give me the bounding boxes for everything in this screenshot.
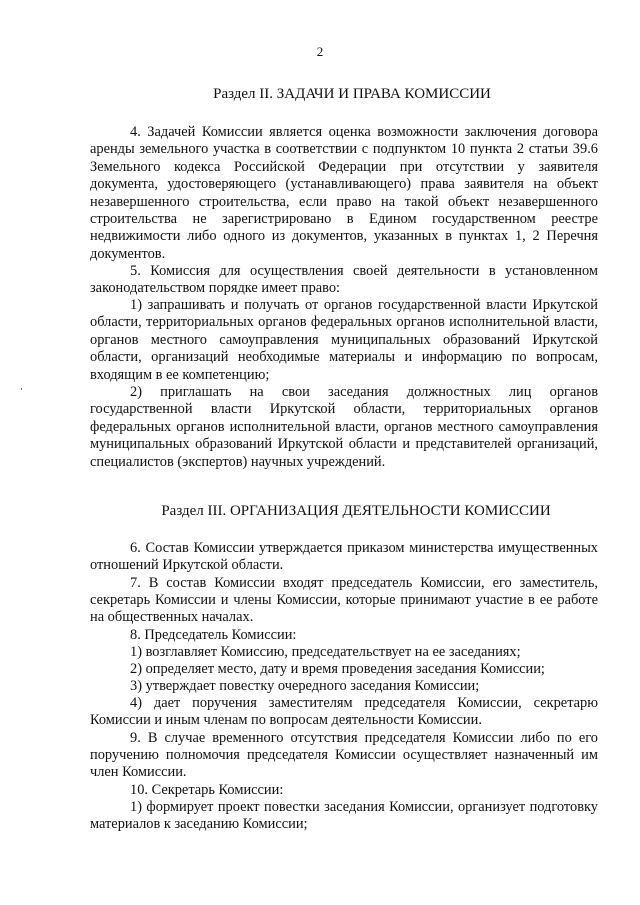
scan-mark [21,388,22,390]
paragraph-8-3: 3) утверждает повестку очередного заседания Комиссии; [130,678,480,694]
paragraph-6: 6. Состав Комиссии утверждается приказом министерства имущественных отношений Иркутской области. [90,540,598,574]
section-2-heading: Раздел II. ЗАДАЧИ И ПРАВА КОМИССИИ [213,86,491,102]
paragraph-7: 7. В состав Комиссии входят председатель Комиссии, его заместитель, секретарь Комиссии и члены Комиссии, которые принимают участие в ее работе на общественных началах. [90,575,598,626]
section-3-heading: Раздел III. ОРГАНИЗАЦИЯ ДЕЯТЕЛЬНОСТИ КОМИССИИ [161,503,551,519]
paragraph-8-2: 2) определяет место, дату и время проведения заседания Комиссии; [130,661,545,677]
page-number: 2 [316,44,324,59]
paragraph-8: 8. Председатель Комиссии: [130,627,297,643]
paragraph-9: 9. В случае временного отсутствия председателя Комиссии либо по его поручению полномочия председателя Комиссии осуществляет назначенный им член Комиссии. [90,730,598,781]
paragraph-5-1: 1) запрашивать и получать от органов государственной власти Иркутской области, территориальных органов федеральных органов исполнительной власти, органов местного самоуправления муниципальных образований Иркутской области, организаций необходимые материалы и информацию по вопросам, входящим в ее компетенцию; [90,297,598,383]
paragraph-8-4: 4) дает поручения заместителям председателя Комиссии, секретарю Комиссии и иным членам по вопросам деятельности Комиссии. [90,695,598,729]
paragraph-5: 5. Комиссия для осуществления своей деятельности в установленном законодательством порядке имеет право: [90,263,598,297]
paragraph-4: 4. Задачей Комиссии является оценка возможности заключения договора аренды земельного участка в соответствии с подпунктом 10 пункта 2 статьи 39.6 Земельного кодекса Российской Федерации при отсутствии у заявителя документа, удостоверяющего (устанавливающего) права заявителя на объект незавершенного строительства, если право на такой объект незавершенного строительства не зарегистрировано в Едином государственном реестре недвижимости либо одного из документов, указанных в пунктах 1, 2 Перечня документов. [90,124,598,262]
paragraph-10: 10. Секретарь Комиссии: [130,782,284,798]
paragraph-10-1: 1) формирует проект повестки заседания Комиссии, организует подготовку материалов к заседанию Комиссии; [90,799,598,833]
paragraph-8-1: 1) возглавляет Комиссию, председательствует на ее заседаниях; [130,644,521,660]
paragraph-5-2: 2) приглашать на свои заседания должностных лиц органов государственной власти Иркутской области, территориальных органов федеральных органов исполнительной власти, органов местного самоуправления муниципальных образований Иркутской области и представителей организаций, специалистов (экспертов) научных учреждений. [90,384,598,470]
